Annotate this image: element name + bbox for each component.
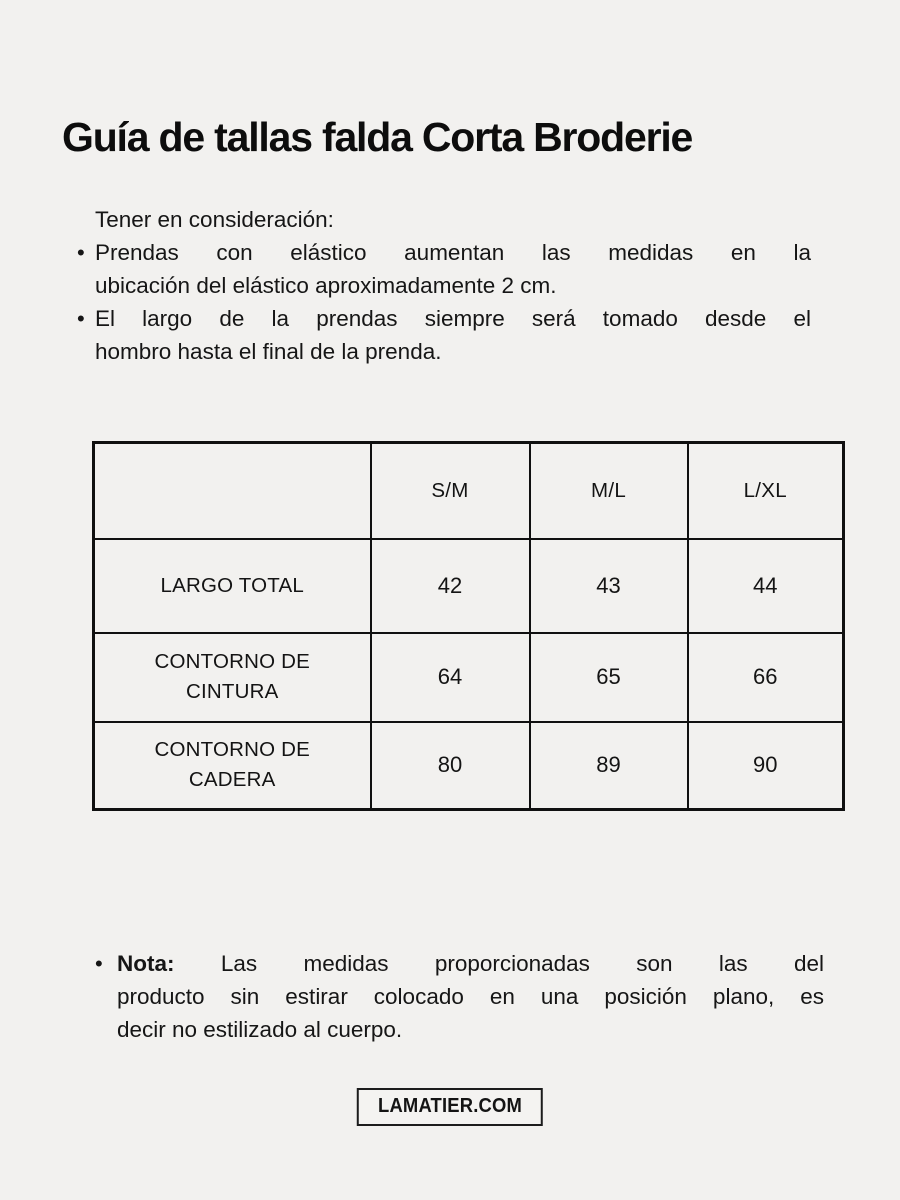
size-value-cell: 65 — [530, 633, 688, 722]
consideration-item — [77, 302, 811, 368]
brand-label: LAMATIER.COM — [378, 1095, 522, 1117]
size-row-label-cell — [94, 722, 371, 810]
note-line: producto sin estirar colocado en una posición plano, es — [117, 984, 824, 1009]
size-value-cell: 90 — [688, 722, 844, 810]
size-table-row — [94, 722, 844, 810]
size-row-label: CONTORNO DE CINTURA — [154, 650, 311, 703]
size-value-cell: 89 — [530, 722, 688, 810]
size-value-cell: 43 — [530, 539, 688, 633]
size-row-label: LARGO TOTAL — [160, 573, 304, 597]
consideration-line: ubicación del elástico aproximadamente 2 cm. — [95, 273, 557, 298]
consideration-line: hombro hasta el final de la prenda. — [95, 339, 442, 364]
considerations-heading: Tener en consideración: — [95, 207, 334, 232]
page-title: Guía de tallas falda Corta Broderie — [62, 114, 693, 160]
size-table-header-cell: S/M — [371, 443, 530, 539]
size-table — [92, 441, 845, 811]
size-table-header-cell: L/XL — [688, 443, 844, 539]
bullet-dot: • — [77, 240, 85, 265]
size-table-header-cell: M/L — [530, 443, 688, 539]
size-table-row — [94, 539, 844, 633]
brand-box — [357, 1088, 543, 1126]
note-line: decir no estilizado al cuerpo. — [117, 1017, 403, 1042]
consideration-line: El largo de la prendas siempre será tomado desde el — [95, 306, 811, 331]
bullet-dot: • — [95, 951, 103, 976]
note-section — [95, 947, 824, 1046]
size-table-corner-cell — [94, 443, 371, 539]
size-value-cell: 66 — [688, 633, 844, 722]
size-row-label: CONTORNO DE CADERA — [154, 738, 311, 792]
consideration-line: Prendas con elástico aumentan las medidas en la — [95, 240, 811, 265]
size-value-cell: 44 — [688, 539, 844, 633]
size-table-row — [94, 633, 844, 722]
size-row-label-cell — [94, 633, 371, 722]
note-text: Las medidas proporcionadas son las del — [220, 951, 824, 976]
bullet-dot: • — [77, 306, 85, 331]
consideration-item — [77, 236, 811, 302]
size-row-label-cell — [94, 539, 371, 633]
note-line — [117, 947, 824, 980]
size-value-cell: 80 — [371, 722, 530, 810]
size-value-cell: 64 — [371, 633, 530, 722]
size-table-header-row — [94, 443, 844, 539]
note-label: Nota: — [117, 951, 175, 976]
size-value-cell: 42 — [371, 539, 530, 633]
considerations-section — [77, 203, 811, 368]
